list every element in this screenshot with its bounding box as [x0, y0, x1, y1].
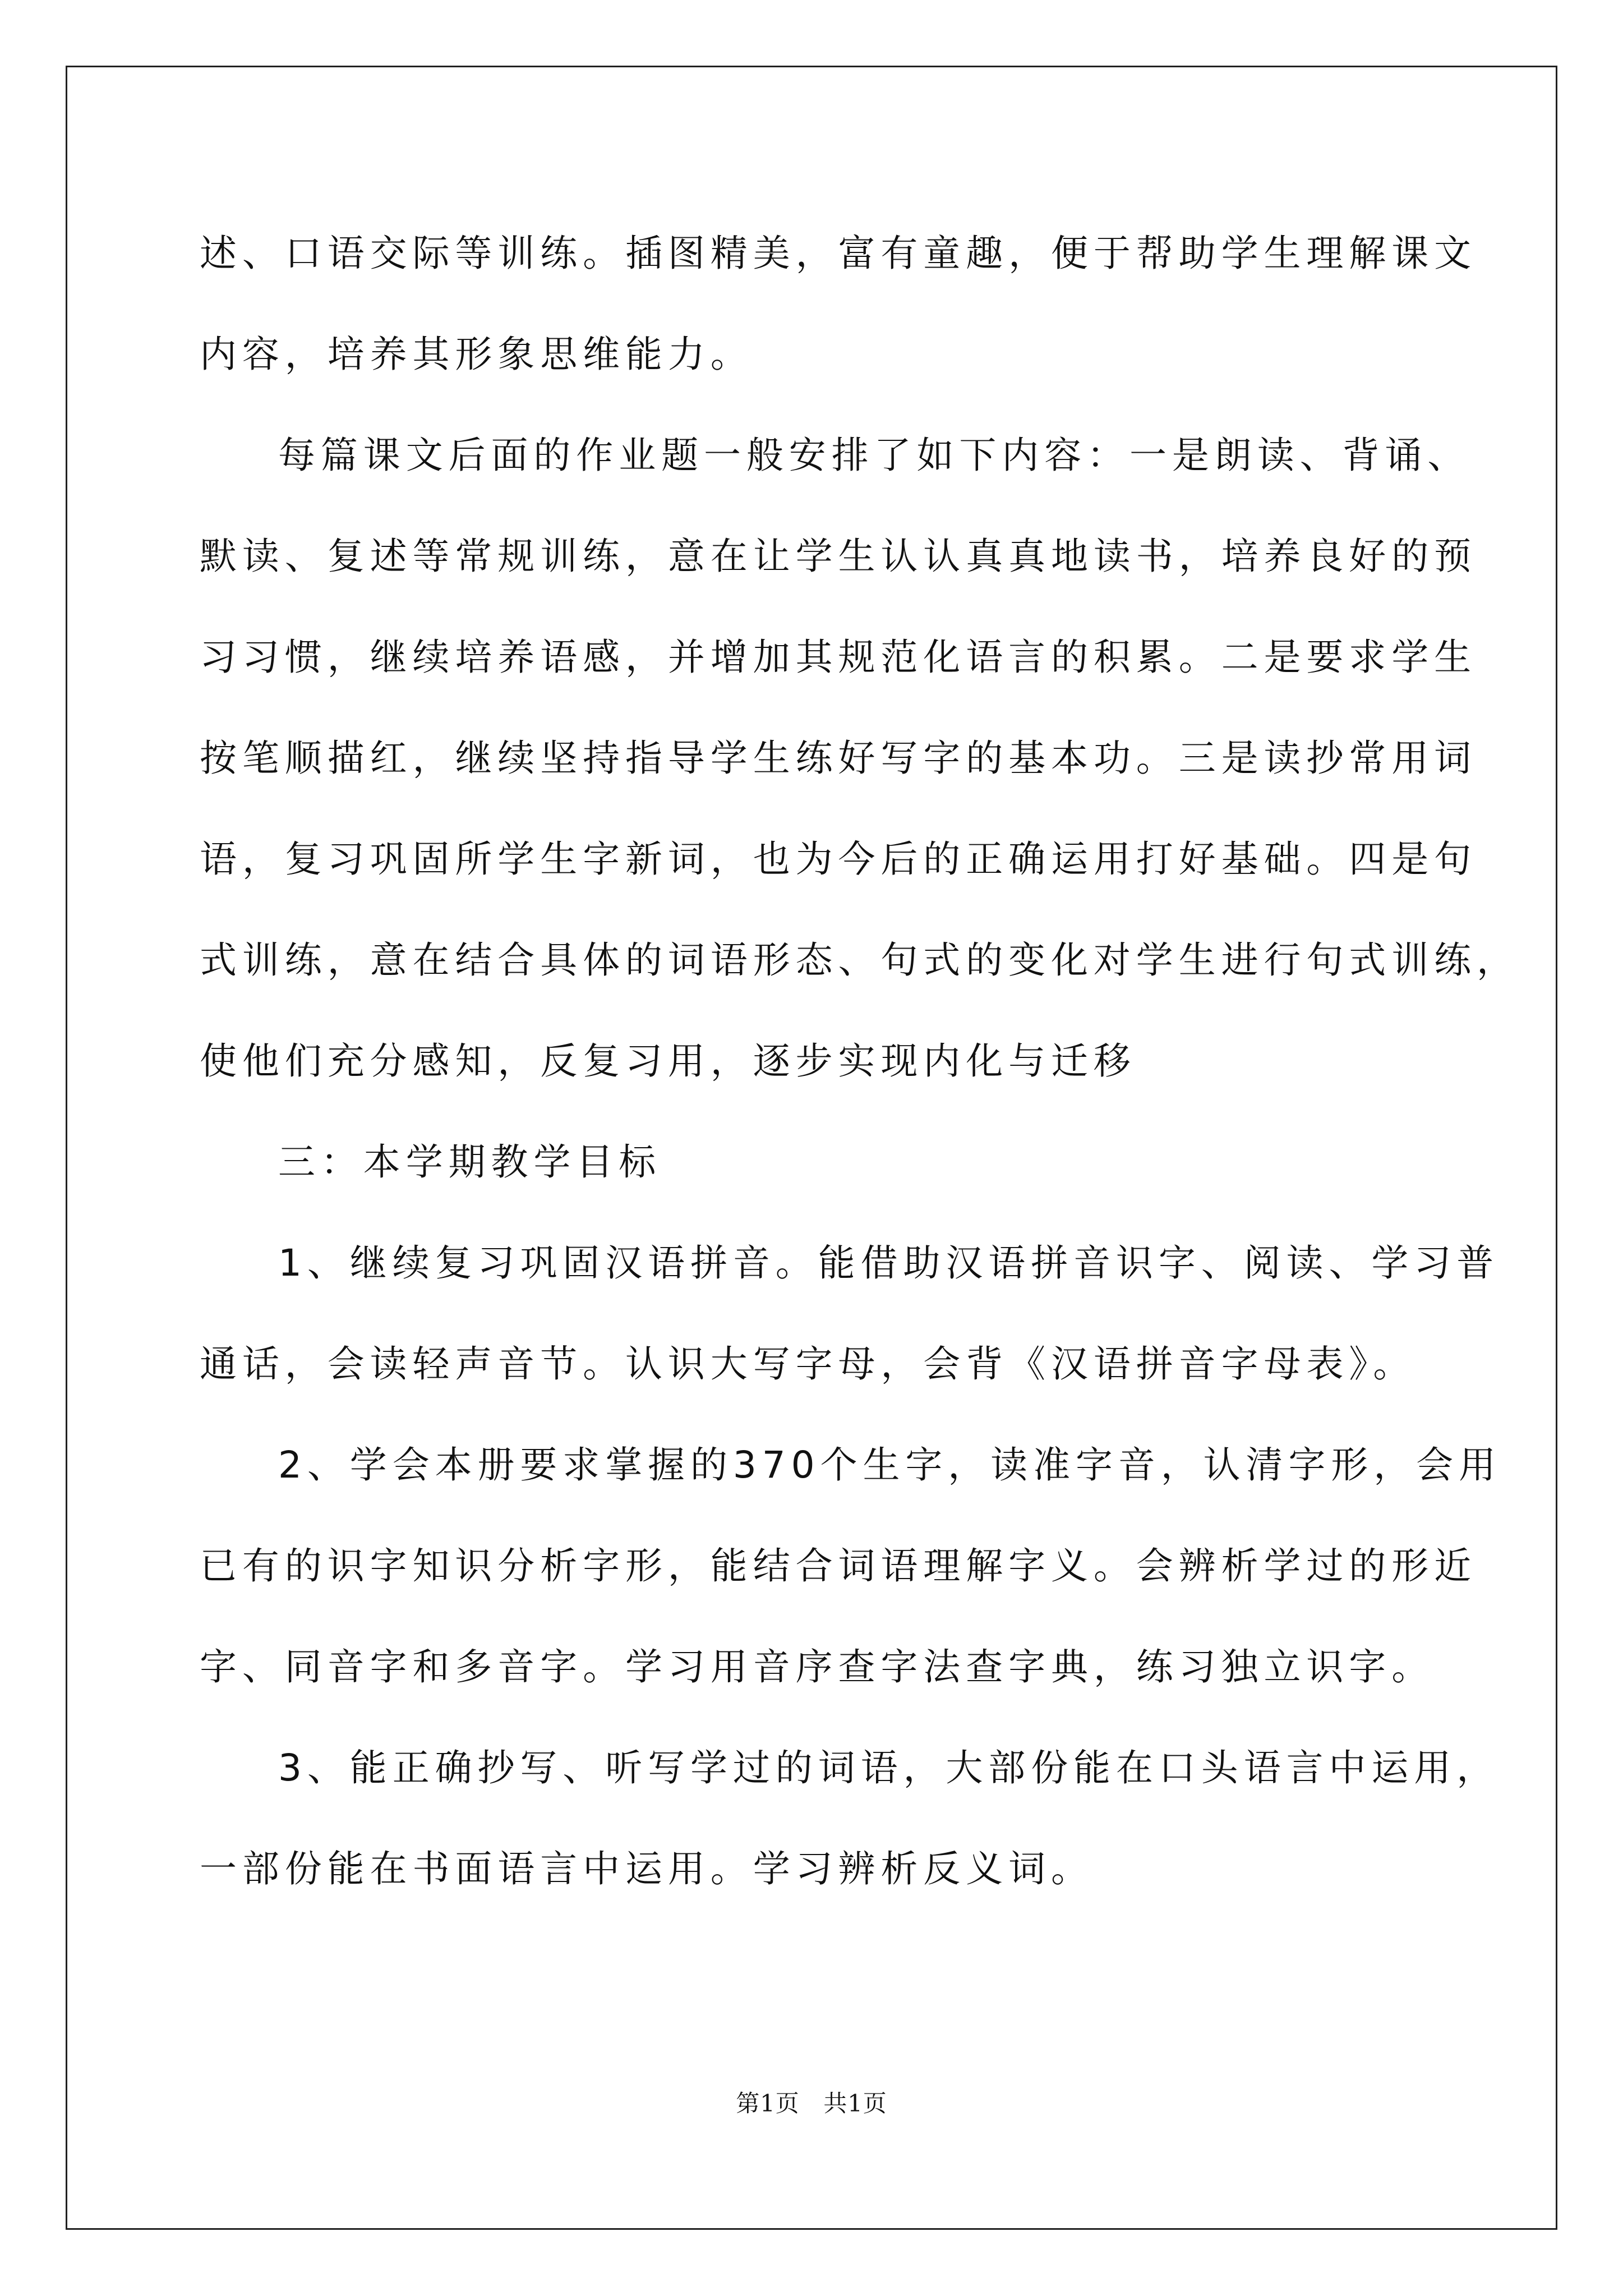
text-line: 使他们充分感知，反复习用，逐步实现内化与迁移 [200, 1039, 1136, 1083]
section-heading: 三：本学期教学目标 [278, 1140, 662, 1184]
text-line: 内容，培养其形象思维能力。 [200, 333, 753, 376]
text-line: 默读、复述等常规训练，意在让学生认认真真地读书，培养良好的预 [200, 535, 1477, 578]
paragraph-start-line: 3、能正确抄写、听写学过的词语，大部份能在口头语言中运用， [278, 1746, 1500, 1789]
text-line: 式训练，意在结合具体的词语形态、句式的变化对学生进行句式训练， [200, 938, 1519, 982]
text-line: 习习惯，继续培养语感，并增加其规范化语言的积累。二是要求学生 [200, 636, 1477, 679]
page-footer [0, 2085, 1623, 2119]
text-line: 已有的识字知识分析字形，能结合词语理解字义。会辨析学过的形近 [200, 1544, 1477, 1588]
paragraph-start-line: 1、继续复习巩固汉语拼音。能借助汉语拼音识字、阅读、学习普 [278, 1241, 1500, 1285]
document-body [200, 220, 1519, 1936]
text-line: 述、口语交际等训练。插图精美，富有童趣，便于帮助学生理解课文 [200, 232, 1477, 275]
paragraph-start-line: 每篇课文后面的作业题一般安排了如下内容：一是朗读、背诵、 [278, 434, 1470, 477]
text-line: 按笔顺描红，继续坚持指导学生练好写字的基本功。三是读抄常用词 [200, 737, 1477, 780]
page-number: 第1页 共1页 [736, 2090, 887, 2117]
paragraph-start-line: 2、学会本册要求掌握的370个生字，读准字音，认清字形，会用 [278, 1443, 1501, 1487]
text-line: 一部份能在书面语言中运用。学习辨析反义词。 [200, 1847, 1094, 1890]
text-line: 字、同音字和多音字。学习用音序查字法查字典，练习独立识字。 [200, 1645, 1435, 1688]
text-line: 语，复习巩固所学生字新词，也为今后的正确运用打好基础。四是句 [200, 838, 1477, 881]
text-line: 通话，会读轻声音节。认识大写字母，会背《汉语拼音字母表》。 [200, 1342, 1416, 1386]
